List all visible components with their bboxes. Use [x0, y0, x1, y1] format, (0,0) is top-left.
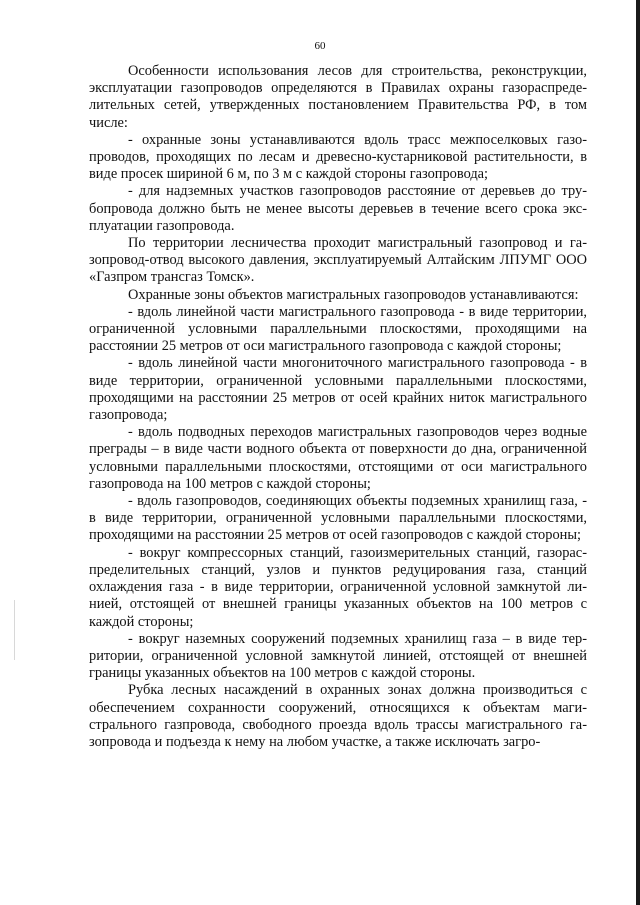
paragraph-surface-structures: - вокруг наземных сооружений подземных хранилищ газа – в виде территории, ограниченной условной замкнутой линией, отстоящей от внешней границы указанных объектов на 100 метров с каждой стороны. — [89, 630, 587, 682]
scan-edge-shadow — [636, 0, 640, 905]
paragraph-main-pipeline: По территории лесничества проходит магистральный газопровод и газопровод-отвод высокого давления, эксплуатируемый Алтайским ЛПУМГ ООО «Газпром трансгаз Томск». — [89, 235, 587, 286]
paragraph-linear-part: - вдоль линейной части магистрального газопровода - в виде территории, ограниченной условными параллельными плоскостями, проходящими на расстоянии 25 метров от оси магистрального газопровода с каждой стороны; — [89, 303, 587, 355]
paragraph-intro: Особенности использования лесов для строительства, реконструкции, эксплуатации газопроводов определяются в Правилах охраны газораспределительных сетей, утвержденных постановлением Правительства РФ, в том числе: — [89, 63, 587, 131]
scan-margin-mark — [14, 600, 15, 660]
paragraph-protection-zone-width: - охранные зоны устанавливаются вдоль трасс межпоселковых газопроводов, проходящих по лесам и древесно-кустарниковой растительности, в виде просек шириной 6 м, по 3 м с каждой стороны газопровода; — [89, 131, 587, 183]
paragraph-multi-thread: - вдоль линейной части многониточного магистрального газопровода - в виде территории, ограниченной условными параллельными плоскостями, проходящими на расстоянии 25 метров от осей крайних ниток магистрального газопровода; — [89, 355, 587, 424]
page-number: 60 — [314, 40, 326, 52]
paragraph-above-ground-distance: - для надземных участков газопроводов расстояние от деревьев до трубопровода должно быть не менее высоты деревьев в течение всего срока эксплуатации газопровода. — [89, 183, 587, 234]
paragraph-logging-rules: Рубка лесных насаждений в охранных зонах должна производиться с обеспечением сохранности сооружений, относящихся к объектам магистрального газпровода, свободного проезда вдоль трассы магистрального газопровода и подъезда к нему на любом участке, а также исключать загро- — [89, 682, 587, 750]
paragraph-zones-heading: Охранные зоны объектов магистральных газопроводов устанавливаются: — [128, 286, 579, 303]
document-body — [89, 63, 587, 751]
paragraph-underwater-crossings: - вдоль подводных переходов магистральных газопроводов через водные преграды – в виде части водного объекта от поверхности до дна, ограниченной условными параллельными плоскостями, отстоящими от оси магистрального газопровода на 100 метров с каждой стороны; — [89, 424, 587, 492]
paragraph-compressor-stations: - вокруг компрессорных станций, газоизмерительных станций, газораспределительных станций, узлов и пунктов редуцирования газа, станций охлаждения газа - в виде территории, ограниченной условной замкнутой линией, отстоящей от внешней границы указанных объектов на 100 метров с каждой стороны; — [89, 544, 587, 630]
paragraph-storage-connectors: - вдоль газопроводов, соединяющих объекты подземных хранилищ газа, - в виде территории, ограниченной условными параллельными плоскостями, проходящими на расстоянии 25 метров от осей газопроводов с каждой стороны; — [89, 493, 587, 544]
